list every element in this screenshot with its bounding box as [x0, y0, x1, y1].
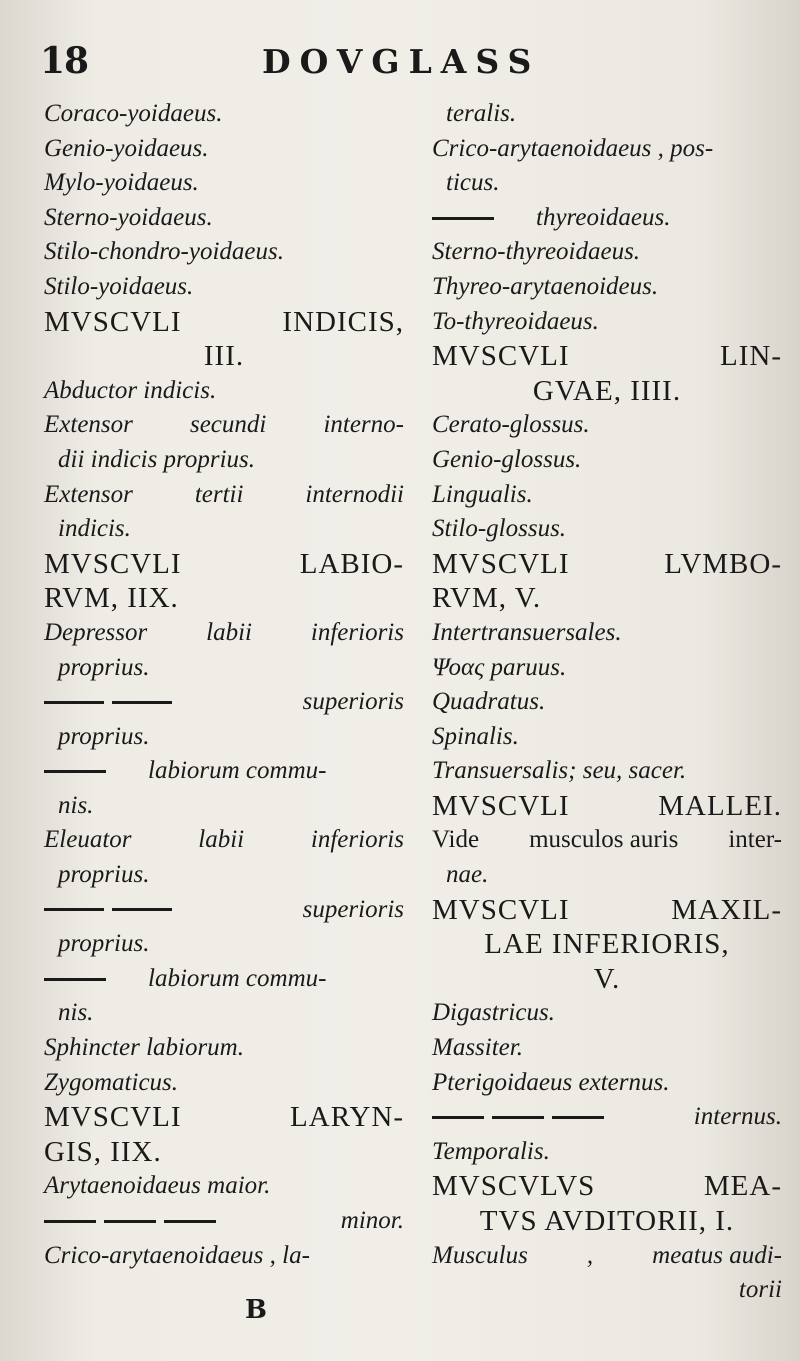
index-entry — [44, 478, 404, 513]
index-entry: Stilo-glossus. — [432, 515, 567, 543]
index-entry: proprius. — [58, 722, 150, 750]
section-heading: GIS, IIX. — [44, 1135, 162, 1168]
ditto-text: minor. — [340, 1207, 404, 1234]
index-entry: torii — [738, 1276, 782, 1304]
cross-reference — [432, 823, 782, 858]
index-entry: Sphincter labiorum. — [44, 1034, 244, 1062]
section-heading: TVS AVDITORII, I. — [479, 1205, 735, 1237]
index-entry: Pterigoidaeus externus. — [432, 1068, 670, 1096]
entry-word: tertii — [194, 480, 244, 508]
ditto-dash — [164, 1220, 216, 1223]
heading-word: MAXIL- — [671, 893, 782, 926]
entry-word: meatus audi- — [652, 1241, 782, 1269]
ditto-entry — [44, 893, 404, 928]
index-entry: Abductor indicis. — [44, 376, 217, 404]
heading-word: MVSCVLI — [44, 305, 182, 338]
entry-word: inferioris — [310, 826, 404, 854]
signature-mark: B — [245, 1295, 267, 1325]
heading-word: MVSCVLI — [432, 547, 570, 580]
entry-word: labii — [206, 618, 252, 646]
section-heading: GVAE, IIII. — [532, 374, 682, 407]
heading-word: MVSCVLI — [432, 893, 570, 926]
index-entry: Spinalis. — [432, 722, 519, 750]
section-heading — [432, 1169, 782, 1204]
index-entry: Temporalis. — [432, 1137, 550, 1165]
section-heading: RVM, IIX. — [44, 582, 179, 615]
ditto-text: superioris — [302, 895, 404, 923]
heading-word: MVSCVLVS — [432, 1170, 596, 1203]
heading-word: LIN- — [720, 340, 782, 373]
ditto-dash — [44, 1220, 96, 1223]
index-entry: dii indicis proprius. — [58, 445, 256, 473]
index-entry: nis. — [58, 791, 94, 819]
ditto-dash — [432, 217, 494, 220]
heading-word: LABIO- — [299, 547, 404, 580]
entry-word: Extensor — [44, 480, 133, 508]
section-heading: III. — [203, 340, 245, 373]
heading-word: MEA- — [703, 1170, 782, 1203]
index-entry — [44, 408, 404, 443]
index-entry: nis. — [58, 999, 94, 1027]
index-entry: Crico-arytaenoidaeus , pos- — [432, 134, 714, 162]
index-entry: Sterno-thyreoidaeus. — [432, 238, 641, 266]
ditto-dash — [432, 1116, 484, 1119]
ditto-text: internus. — [693, 1103, 782, 1131]
index-entry: Stilo-yoidaeus. — [44, 272, 194, 300]
ditto-dash — [104, 1220, 156, 1223]
index-entry: Stilo-chondro-yoidaeus. — [44, 238, 285, 266]
index-entry: Sterno-yoidaeus. — [44, 203, 213, 231]
index-entry: Cerato-glossus. — [432, 411, 590, 439]
index-entry: Intertransuersales. — [432, 618, 622, 646]
index-entry: Genio-glossus. — [432, 445, 582, 473]
ditto-dash — [552, 1116, 604, 1119]
ditto-entry — [432, 1100, 782, 1135]
index-entry — [44, 616, 404, 651]
ditto-dash — [44, 908, 104, 911]
heading-word: MVSCVLI — [432, 340, 570, 373]
ditto-dash — [112, 701, 172, 704]
ditto-text: labiorum commu- — [148, 757, 327, 785]
ditto-dash — [44, 770, 106, 773]
ditto-entry — [44, 962, 404, 997]
section-heading — [432, 339, 782, 374]
running-head: DOVGLASS — [262, 42, 541, 81]
section-heading: LAE INFERIORIS, — [484, 928, 730, 961]
ditto-entry — [44, 754, 404, 789]
section-heading — [432, 547, 782, 582]
section-heading — [432, 789, 782, 824]
entry-word: Eleuator — [44, 826, 132, 854]
section-heading: RVM, V. — [432, 582, 542, 615]
ditto-dash — [112, 908, 172, 911]
entry-word: Vide — [432, 826, 480, 854]
index-entry: Transuersalis; seu, sacer. — [432, 757, 687, 785]
index-entry: teralis. — [446, 100, 517, 127]
ditto-dash — [492, 1116, 544, 1119]
index-entry: Massiter. — [432, 1034, 523, 1062]
section-heading — [432, 893, 782, 928]
ditto-text: labiorum commu- — [148, 964, 327, 992]
index-entry: Digastricus. — [432, 999, 555, 1027]
entry-word: interno- — [323, 411, 404, 439]
entry-word: Musculus — [432, 1241, 528, 1269]
entry-word: inferioris — [310, 618, 404, 646]
index-entry: nae. — [446, 861, 489, 889]
right-column — [432, 97, 782, 1308]
heading-word: LVMBO- — [664, 547, 782, 580]
ditto-text: thyreoidaeus. — [536, 203, 671, 231]
ditto-dash — [44, 701, 104, 704]
index-entry: proprius. — [58, 653, 150, 681]
entry-word: labii — [198, 826, 245, 854]
index-entry: Ψοας paruus. — [432, 653, 567, 681]
index-entry: To-thyreoidaeus. — [432, 307, 599, 335]
index-entry: Quadratus. — [432, 688, 546, 716]
ditto-dash — [44, 978, 106, 981]
index-entry — [44, 823, 404, 858]
heading-word: LARYN- — [290, 1101, 404, 1134]
left-column — [44, 97, 404, 1273]
entry-word: secundi — [189, 411, 267, 439]
index-entry: indicis. — [58, 515, 131, 543]
index-entry: ticus. — [446, 169, 500, 197]
page-number: 18 — [40, 40, 89, 82]
index-entry: Crico-arytaenoidaeus , la- — [44, 1241, 310, 1269]
index-entry: proprius. — [58, 861, 150, 889]
index-entry: Mylo-yoidaeus. — [44, 169, 199, 197]
section-heading — [44, 305, 404, 340]
section-heading — [44, 547, 404, 582]
ditto-entry — [44, 685, 404, 720]
index-entry: proprius. — [58, 930, 150, 958]
ditto-entry — [44, 1204, 404, 1239]
entry-word: Depressor — [44, 618, 148, 646]
heading-word: MVSCVLI — [44, 547, 182, 580]
heading-word: MVSCVLI — [44, 1101, 182, 1134]
index-entry: Genio-yoidaeus. — [44, 134, 209, 162]
index-entry: Coraco-yoidaeus. — [44, 100, 223, 127]
section-heading: V. — [593, 962, 621, 995]
heading-word: MVSCVLI — [432, 789, 570, 822]
ditto-entry — [432, 201, 782, 236]
heading-word: INDICIS, — [282, 305, 404, 338]
entry-word: , — [586, 1241, 594, 1269]
heading-word: MALLEI. — [658, 789, 782, 822]
ditto-text: superioris — [302, 688, 404, 716]
index-entry — [432, 1239, 782, 1274]
page-header — [40, 40, 600, 90]
entry-word: Extensor — [44, 411, 133, 439]
section-heading — [44, 1100, 404, 1135]
entry-word: internodii — [305, 480, 404, 508]
index-entry: Thyreo-arytaenoideus. — [432, 272, 659, 300]
index-entry: Zygomaticus. — [44, 1068, 179, 1096]
index-entry: Arytaenoidaeus maior. — [44, 1172, 271, 1200]
index-entry: Lingualis. — [432, 480, 533, 508]
entry-word: inter- — [728, 826, 782, 854]
entry-word: musculos auris — [529, 826, 679, 854]
